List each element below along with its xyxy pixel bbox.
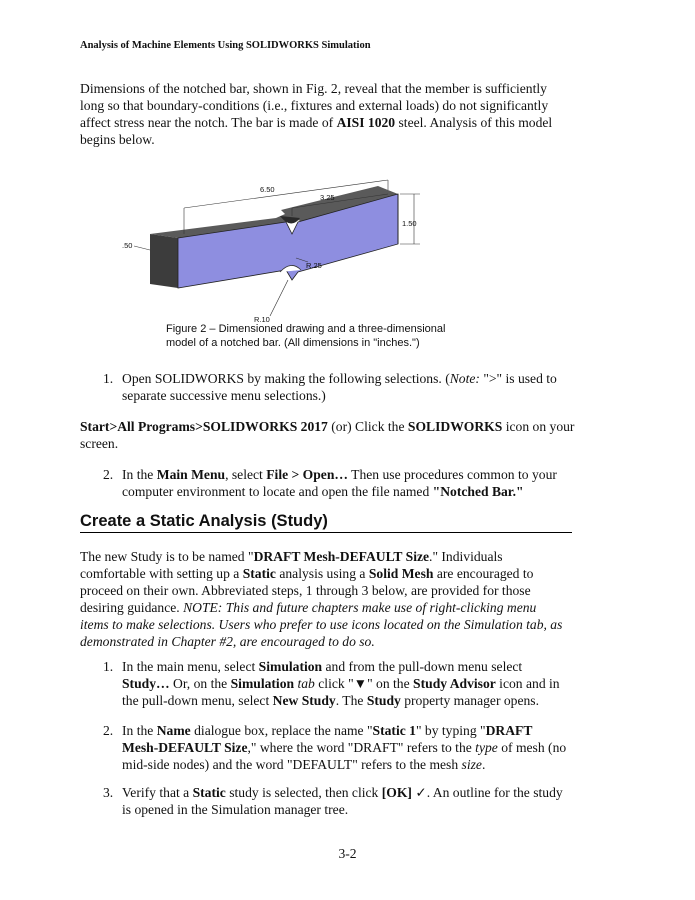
page-number: 3-2: [338, 846, 357, 861]
dim-overall: 6.50: [260, 185, 275, 194]
start-path-instruction: Start>All Programs>SOLIDWORKS 2017 (or) Click the SOLIDWORKS icon on your screen.: [80, 419, 575, 451]
heading-rule: [80, 532, 572, 533]
text-line: affect stress near the notch. The bar is made of AISI 1020 steel. Analysis of this model: [80, 115, 553, 130]
text-line: long so that boundary-conditions (i.e., fixtures and external loads) do not significantly: [80, 98, 549, 113]
text-line: begins below.: [80, 132, 155, 147]
text-line: Dimensions of the notched bar, shown in Fig. 2, reveal that the member is sufficiently: [80, 81, 547, 96]
step-2: 2. In the Main Menu, select File > Open… Then use procedures common to your computer environment to locate and open the file named "Notched Bar.": [103, 467, 557, 499]
section-heading: Create a Static Analysis (Study): [80, 512, 328, 530]
study-intro-paragraph: The new Study is to be named "DRAFT Mesh-DEFAULT Size." Individuals comfortable with setting up a Static analysis using a Solid Mesh are encouraged to proceed on their own. Abbreviated steps, 1 through 3 below, are provided for those desiring guidance. NOTE: This and future chapters make use of right-clicking menu items to make selections. Users who prefer to use icons located on the Simulation tab, as demonstrated in Chapter #2, are encouraged to do so.: [80, 549, 563, 649]
bar-front-face: [178, 194, 398, 288]
study-step-1: 1. In the main menu, select Simulation and from the pull-down menu select Study… Or, on the Simulation tab click "▼" on the Study Advisor icon and in the pull-down menu, select New Study. The Study property manager opens.: [103, 659, 560, 708]
study-step-3: 3. Verify that a Static study is selected, then click [OK] ✓. An outline for the study is opened in the Simulation manager tree.: [103, 785, 563, 817]
dim-root-radius: R.10: [254, 315, 270, 324]
study-step-2: 2. In the Name dialogue box, replace the name "Static 1" by typing "DRAFT Mesh-DEFAULT Size," where the word "DRAFT" refers to the type of mesh (no mid-side nodes) and the word "DEFAULT" refers to the mesh size.: [103, 723, 567, 772]
step-1: 1. Open SOLIDWORKS by making the following selections. (Note: ">" is used to separate successive menu selections.): [103, 371, 557, 403]
dim-notch-radius: R.25: [306, 261, 322, 270]
material-name: AISI 1020: [336, 115, 396, 130]
dim-height: 1.50: [402, 219, 417, 228]
bar-end-face: [150, 234, 178, 288]
dim-half: 3.25: [320, 193, 335, 202]
running-header: Analysis of Machine Elements Using SOLIDWORKS Simulation: [80, 40, 371, 51]
intro-paragraph: [80, 80, 620, 148]
notched-bar-figure: [120, 150, 420, 330]
dim-thickness: .50: [122, 241, 133, 250]
figure-caption: Figure 2 – Dimensioned drawing and a three-dimensional model of a notched bar. (All dimensions in "inches."): [166, 323, 446, 349]
